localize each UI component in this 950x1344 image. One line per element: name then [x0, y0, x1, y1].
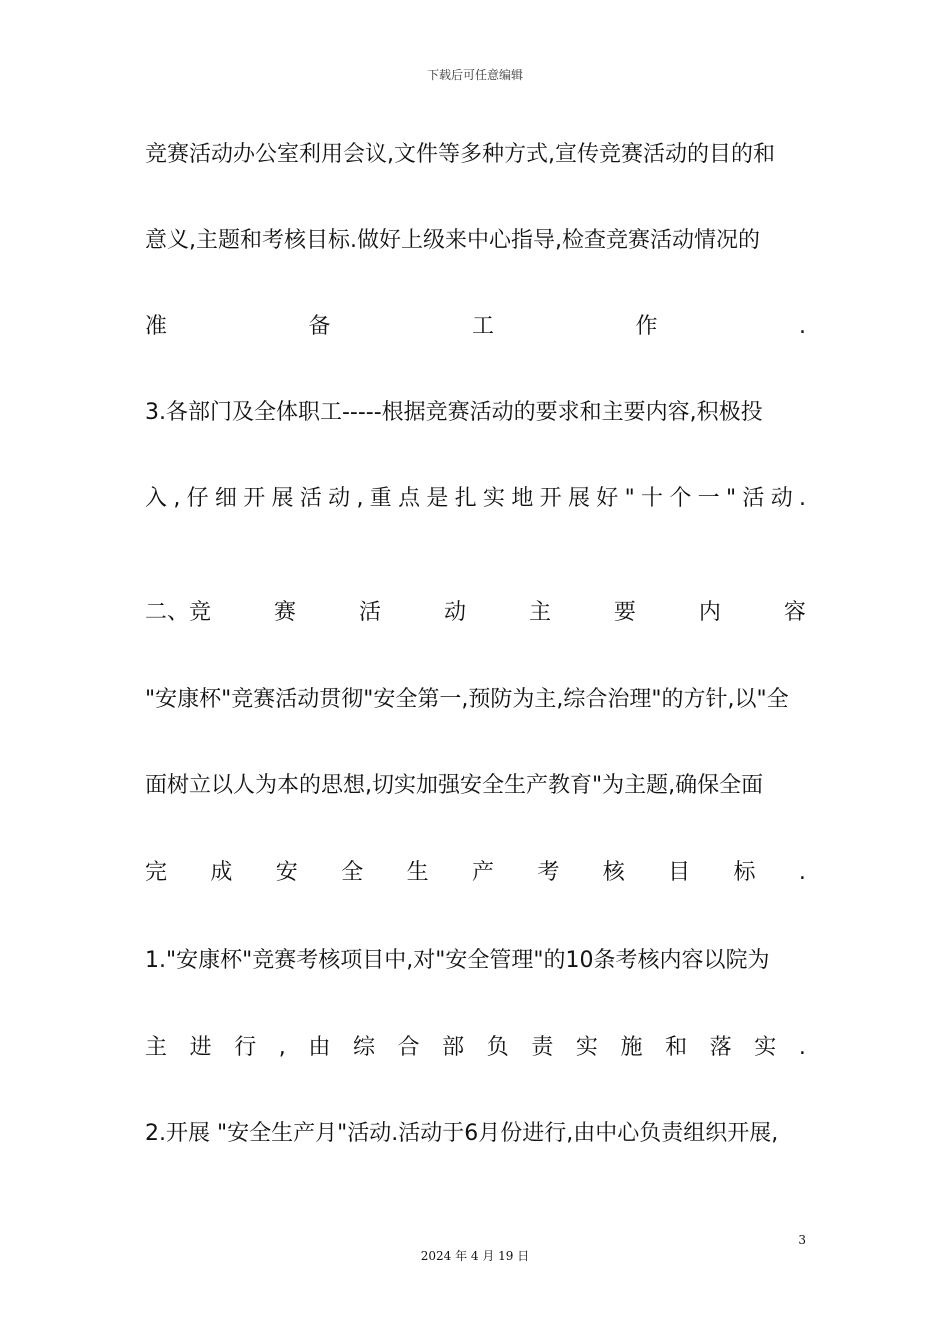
line-char: 主: [528, 600, 551, 625]
line-char: 实: [483, 486, 506, 511]
body-line-10: 1."安康杯"竞赛考核项目中,对"安全管理"的10条考核内容以院为: [145, 948, 770, 973]
line-char: 负: [486, 1035, 509, 1060]
line-char: 地: [511, 486, 534, 511]
line-char: 要: [613, 600, 636, 625]
line-char: 责: [531, 1035, 554, 1060]
line-char: 作: [635, 314, 658, 339]
body-line-12: 2.开展 "安全生产月"活动.活动于6月份进行,由中心负责组织开展,: [145, 1121, 779, 1146]
line-char: 全: [341, 860, 364, 885]
line-char: 合: [397, 1035, 420, 1060]
line-char: .: [798, 1035, 806, 1060]
line-char: 个: [669, 486, 692, 511]
line-char: 核: [602, 860, 625, 885]
line-char: 成: [210, 860, 233, 885]
line-char: 仔: [186, 486, 209, 511]
page-number: 3: [798, 1233, 806, 1247]
line-char: 开: [243, 486, 266, 511]
line-char: 产: [471, 860, 494, 885]
line-char: 容: [783, 600, 806, 625]
line-char: 进: [189, 1035, 212, 1060]
line-char: 内: [698, 600, 721, 625]
line-char: 考: [537, 860, 560, 885]
line-char: 备: [308, 314, 331, 339]
line-char: 展: [567, 486, 590, 511]
body-line-5: [145, 484, 806, 514]
footer-date: 2024 年 4 月 19 日: [420, 1249, 530, 1263]
line-char: 动: [770, 486, 793, 511]
line-char: 二、竞: [145, 600, 212, 625]
line-char: 活: [358, 600, 381, 625]
line-char: 动: [443, 600, 466, 625]
line-char: .: [799, 314, 806, 339]
line-char: 重: [369, 486, 392, 511]
line-char: 工: [472, 314, 495, 339]
line-char: 由: [308, 1035, 331, 1060]
line-char: ,: [278, 1035, 286, 1060]
line-char: ,: [173, 486, 181, 511]
line-char: 活: [299, 486, 322, 511]
line-char: .: [799, 486, 806, 511]
line-char: 动: [328, 486, 351, 511]
body-line-3: [145, 312, 806, 342]
body-line-4: 3.各部门及全体职工-----根据竞赛活动的要求和主要内容,积极投: [145, 400, 763, 425]
line-char: 入: [145, 486, 168, 511]
line-char: 准: [145, 314, 168, 339]
line-char: 完: [145, 860, 168, 885]
body-line-7: "安康杯"竞赛活动贯彻"安全第一,预防为主,综合治理"的方针,以"全: [145, 687, 789, 712]
line-char: 主: [145, 1035, 168, 1060]
line-char: 开: [539, 486, 562, 511]
body-line-11: [145, 1033, 806, 1063]
line-char: 实: [575, 1035, 598, 1060]
line-char: 安: [275, 860, 298, 885]
line-char: 综: [352, 1035, 375, 1060]
line-char: 活: [742, 486, 765, 511]
body-line-2: 意义,主题和考核目标.做好上级来中心指导,检查竞赛活动情况的: [145, 228, 760, 253]
line-char: 落: [709, 1035, 732, 1060]
line-char: 是: [426, 486, 449, 511]
page-header: 下载后可任意编辑: [426, 68, 523, 82]
line-char: 展: [271, 486, 294, 511]
line-char: 行: [234, 1035, 257, 1060]
line-char: 十: [641, 486, 664, 511]
line-char: 标: [733, 860, 756, 885]
body-line-8: 面树立以人为本的思想,切实加强安全生产教育"为主题,确保全面: [145, 773, 764, 798]
section-heading: [145, 598, 806, 628]
line-char: 实: [754, 1035, 777, 1060]
body-line-1: 竞赛活动办公室利用会议,文件等多种方式,宣传竞赛活动的目的和: [145, 142, 775, 167]
line-char: 好: [596, 486, 619, 511]
line-char: 扎: [454, 486, 477, 511]
line-char: ,: [356, 486, 364, 511]
line-char: ": [624, 486, 635, 511]
body-line-9: [145, 858, 806, 888]
line-char: 赛: [273, 600, 296, 625]
line-char: 生: [406, 860, 429, 885]
line-char: 一: [697, 486, 720, 511]
line-char: .: [798, 860, 806, 885]
line-char: 施: [620, 1035, 643, 1060]
line-char: 目: [668, 860, 691, 885]
line-char: 细: [214, 486, 237, 511]
line-char: 部: [442, 1035, 465, 1060]
line-char: ": [725, 486, 737, 511]
line-char: 和: [665, 1035, 688, 1060]
line-char: 点: [398, 486, 421, 511]
